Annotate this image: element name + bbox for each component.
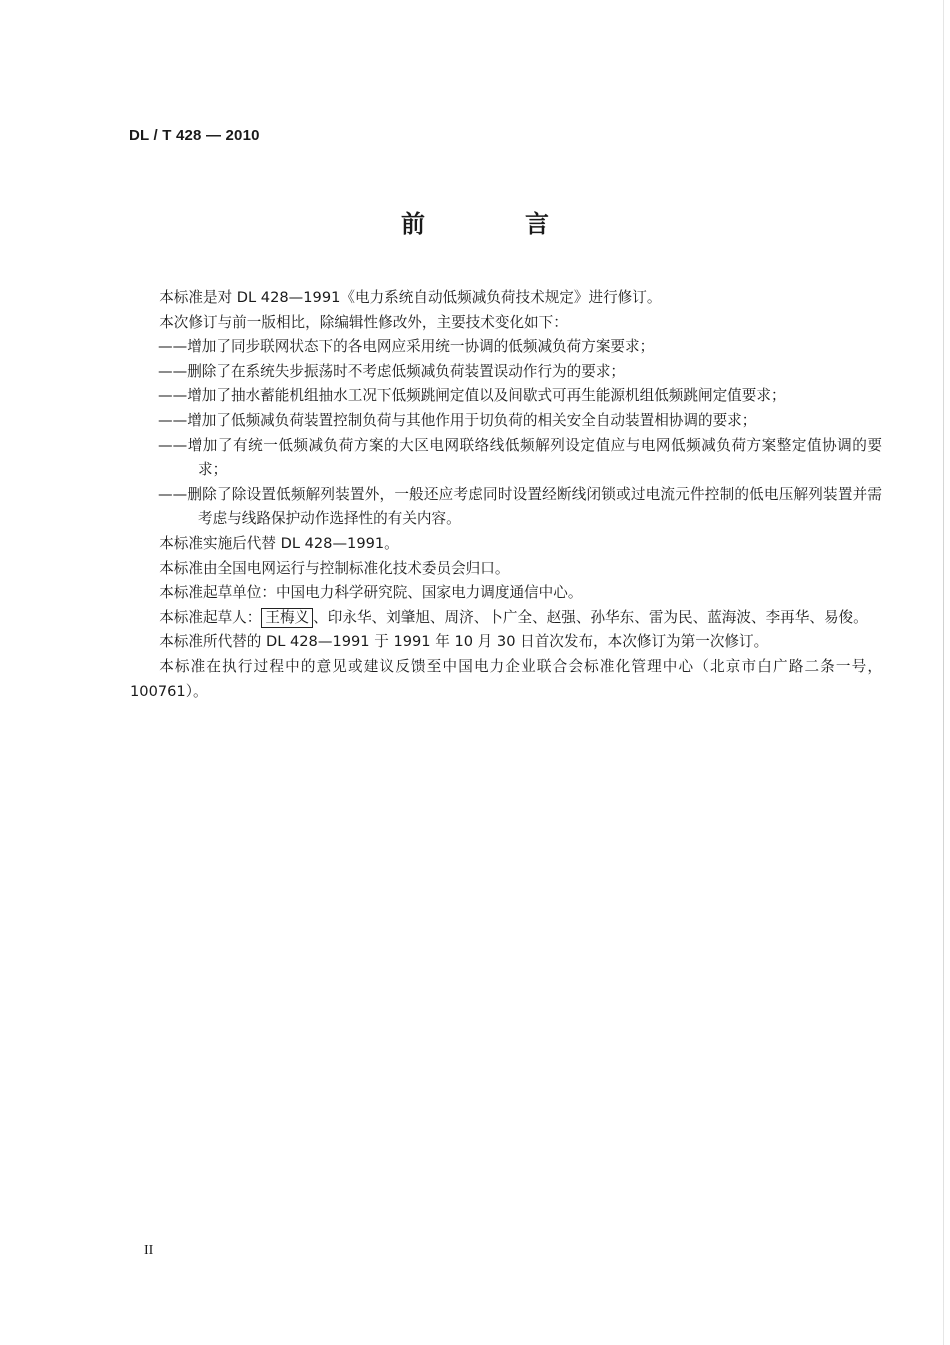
list-item: ——增加了低频减负荷装置控制负荷与其他作用于切负荷的相关安全自动装置相协调的要求；	[158, 411, 757, 429]
paragraph-first-release: 本标准所代替的 DL 428—1991 于 1991 年 10 月 30 日首次发布，本次修订为第一次修订。	[159, 633, 769, 651]
scan-edge-line	[943, 0, 944, 1345]
paragraph-revision: 本标准是对 DL 428—1991《电力系统自动低频减负荷技术规定》进行修订。	[159, 289, 662, 306]
page-number: II	[144, 1243, 154, 1258]
paragraph-drafters	[130, 606, 882, 631]
list-item: ——增加了抽水蓄能机组抽水工况下低频跳闸定值以及间歇式可再生能源机组低频跳闸定值要求；	[158, 387, 786, 405]
foreword-body	[130, 286, 882, 704]
list-item: ——删除了除设置低频解列装置外，一般还应考虑同时设置经断线闭锁或过电流元件控制的低电压解列装置并需考虑与线路保护动作选择性的有关内容。	[158, 485, 882, 528]
list-item: ——增加了有统一低频减负荷方案的大区电网联络线低频解列设定值应与电网低频减负荷方案整定值协调的要求；	[158, 436, 882, 479]
boxed-drafter-name: 王梅义	[261, 608, 313, 628]
paragraph-drafting-units: 本标准起草单位：中国电力科学研究院、国家电力调度通信中心。	[159, 584, 583, 602]
paragraph-feedback: 本标准在执行过程中的意见或建议反馈至中国电力企业联合会标准化管理中心（北京市白广路二条一号，100761）。	[130, 657, 882, 700]
paragraph-committee: 本标准由全国电网运行与控制标准化技术委员会归口。	[159, 559, 510, 577]
page-title: 前 言	[401, 210, 587, 238]
document-code: DL / T 428 — 2010	[129, 127, 260, 144]
list-item: ——增加了同步联网状态下的各电网应采用统一协调的低频减负荷方案要求；	[158, 338, 655, 356]
drafters-label: 本标准起草人：	[159, 608, 262, 626]
paragraph-changes-intro: 本次修订与前一版相比，除编辑性修改外，主要技术变化如下：	[159, 313, 568, 331]
drafters-list: 、印永华、刘肇旭、周济、卜广全、赵强、孙华东、雷为民、蓝海波、李再华、易俊。	[313, 608, 868, 626]
paragraph-replaces: 本标准实施后代替 DL 428—1991。	[159, 534, 399, 552]
list-item: ——删除了在系统失步振荡时不考虑低频减负荷装置误动作行为的要求；	[158, 362, 626, 380]
